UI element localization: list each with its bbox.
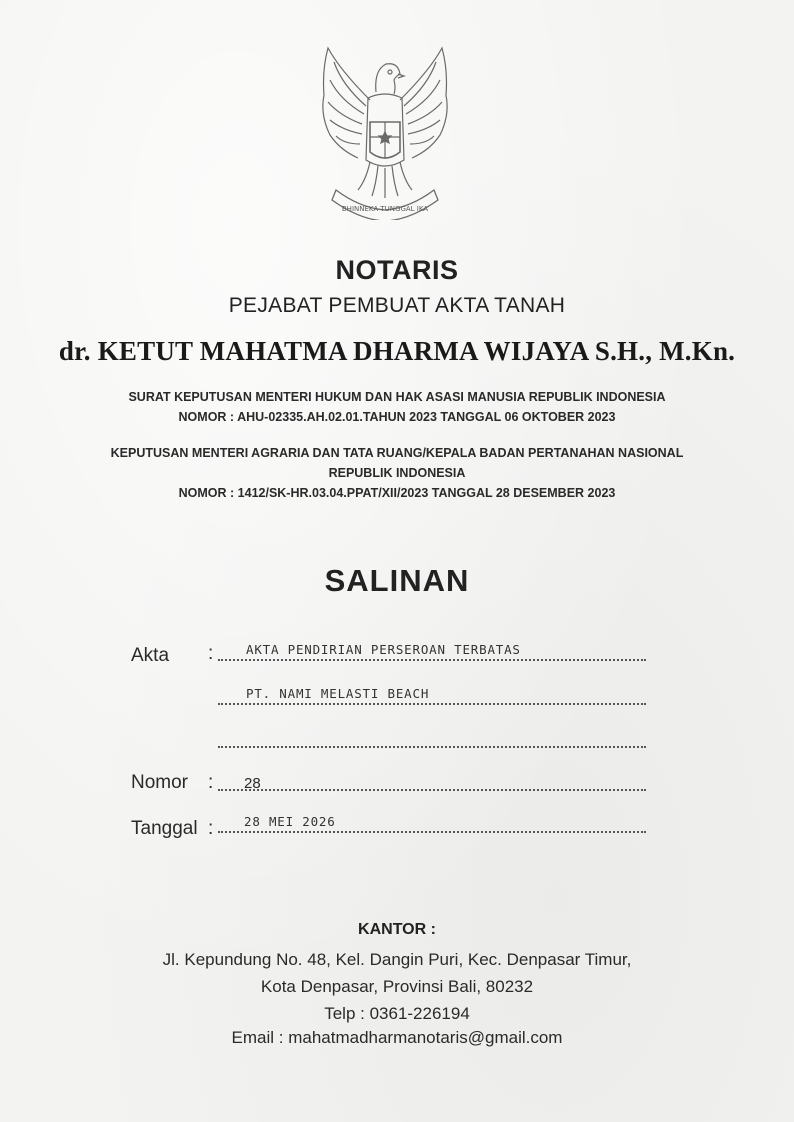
tanggal-colon: : xyxy=(208,818,214,839)
office-address-line2: Kota Denpasar, Provinsi Bali, 80232 xyxy=(260,977,534,996)
notary-name: dr. KETUT MAHATMA DHARMA WIJAYA S.H., M.Kn. xyxy=(58,336,736,366)
decree-2-line2: REPUBLIK INDONESIA xyxy=(328,466,466,480)
akta-dotted-line-1 xyxy=(218,658,646,661)
document-type: SALINAN xyxy=(324,563,470,598)
emblem-motto: BHINNEKA TUNGGAL IKA xyxy=(341,205,429,213)
akta-label: Akta xyxy=(131,645,170,666)
nomor-dotted-line xyxy=(218,788,646,791)
office-heading: KANTOR : xyxy=(358,921,436,938)
decree-2-line3: NOMOR : 1412/SK-HR.03.04.PPAT/XII/2023 TANGGAL 28 DESEMBER 2023 xyxy=(178,486,616,500)
header-title: NOTARIS xyxy=(335,255,459,285)
akta-line2: PT. NAMI MELASTI BEACH xyxy=(246,686,430,701)
garuda-emblem-icon xyxy=(300,40,470,220)
decree-1 xyxy=(0,387,794,427)
tanggal-dotted-line xyxy=(218,830,646,833)
tanggal-label: Tanggal xyxy=(131,818,198,839)
decree-1-line1: SURAT KEPUTUSAN MENTERI HUKUM DAN HAK ASASI MANUSIA REPUBLIK INDONESIA xyxy=(128,390,666,404)
akta-dotted-line-3 xyxy=(218,745,646,748)
office-address-line1: Jl. Kepundung No. 48, Kel. Dangin Puri, Kec. Denpasar Timur, xyxy=(162,950,632,969)
nomor-label: Nomor xyxy=(131,772,189,793)
tanggal-value: 28 MEI 2026 xyxy=(244,814,336,829)
decree-2 xyxy=(0,443,794,503)
akta-colon: : xyxy=(208,643,214,664)
nomor-colon: : xyxy=(208,772,214,793)
header-subtitle: PEJABAT PEMBUAT AKTA TANAH xyxy=(228,294,566,317)
akta-dotted-line-2 xyxy=(218,702,646,705)
decree-1-line2: NOMOR : AHU-02335.AH.02.01.TAHUN 2023 TANGGAL 06 OKTOBER 2023 xyxy=(178,410,616,424)
nomor-value: 28 xyxy=(244,775,261,792)
decree-2-line1: KEPUTUSAN MENTERI AGRARIA DAN TATA RUANG/KEPALA BADAN PERTANAHAN NASIONAL xyxy=(110,446,684,460)
office-email: Email : mahatmadharmanotaris@gmail.com xyxy=(231,1028,563,1047)
office-phone: Telp : 0361-226194 xyxy=(324,1004,470,1023)
akta-line1: AKTA PENDIRIAN PERSEROAN TERBATAS xyxy=(246,642,521,657)
